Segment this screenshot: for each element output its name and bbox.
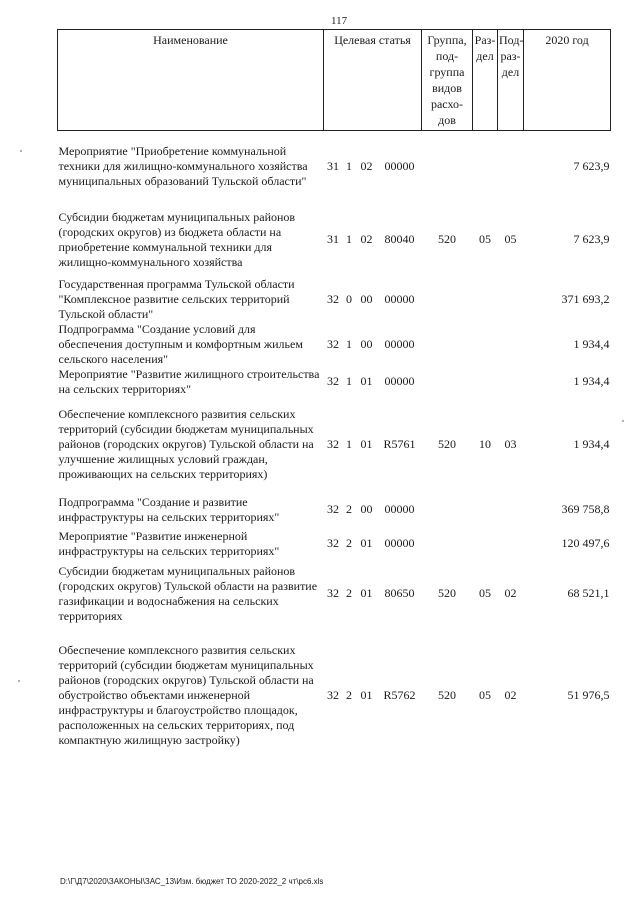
table-row [58,627,611,765]
target-code-measure: 01 [360,688,373,702]
target-code-direction: 00000 [384,374,415,388]
section-code [473,527,498,561]
table-row [58,561,611,627]
target-code-subprogram: 1 [346,159,352,174]
table-row [58,397,611,493]
target-code-program: 31 [327,232,339,246]
row-name: Мероприятие "Развитие инженерной инфраструктуры на сельских территориях" [58,528,280,558]
subsection-code: 02 [504,586,517,600]
row-name: Обеспечение комплексного развития сельских территорий (субсидии бюджетам муниципальных районов (городских округов) Тульской области на обустройство объектами инженерной инфраструктуры и благоустройство площадок, расположенных на сельских территориях, под компактную жилищную застройку) [58,643,314,747]
amount-2020: 120 497,6 [561,536,610,550]
row-name: Государственная программа Тульской области "Комплексное развитие сельских территорий Тульской области" [58,276,295,321]
amount-2020: 7 623,9 [573,232,610,246]
target-code-direction: 00000 [384,336,415,351]
table-header-row [58,30,611,131]
target-code-measure: 01 [360,437,373,451]
subsection-code: 02 [504,688,517,702]
target-code-program: 32 [327,586,339,600]
target-code-measure: 00 [360,502,373,516]
target-code-subprogram: 2 [346,688,352,702]
subsection-code [498,322,524,367]
table-row [58,493,611,527]
expense-group [422,367,473,397]
section-code [473,367,498,397]
header-target: Целевая статья [324,30,422,131]
table-row [58,322,611,367]
target-code-subprogram: 1 [346,437,352,451]
target-code-program: 32 [327,336,339,351]
expense-group [422,131,473,203]
subsection-code [498,277,524,322]
target-code-program: 32 [327,291,339,306]
target-code-subprogram: 1 [346,374,352,388]
row-name: Субсидии бюджетам муниципальных районов (городских округов) Тульской области на развитие газификации и водоснабжения на сельских территориях [58,563,318,623]
header-name: Наименование [58,30,324,131]
target-code-direction: 00000 [384,159,415,174]
table-row [58,131,611,203]
scan-speck [622,420,624,422]
expense-group: 520 [438,586,457,600]
table-row [58,203,611,277]
target-code-direction: 00000 [384,291,415,306]
target-code-direction: 80650 [384,586,415,600]
table-row [58,527,611,561]
subsection-code [498,367,524,397]
target-code-measure: 01 [360,536,373,550]
scan-speck [18,680,20,682]
amount-2020: 7 623,9 [573,159,610,174]
target-code-direction: 80040 [384,232,415,246]
subsection-code [498,131,524,203]
target-code-measure: 01 [360,586,373,600]
target-code-measure: 00 [360,336,373,351]
target-code-measure: 01 [360,374,373,388]
target-code-program: 32 [327,437,339,451]
amount-2020: 369 758,8 [561,502,610,516]
file-path-footer: D:\Г\Д7\2020\ЗАКОНЫ\ЗАС_13\Изм. бюджет ТО 2020-2022_2 чт\рс6.xls [60,877,324,886]
amount-2020: 371 693,2 [561,291,610,306]
section-code: 05 [479,688,492,702]
row-name: Подпрограмма "Создание и развитие инфраструктуры на сельских территориях" [58,494,280,524]
target-code-program: 32 [327,688,339,702]
expense-group [422,277,473,322]
target-code-measure: 02 [360,159,373,174]
header-group: Группа, под-группа видов расхо-дов [422,30,473,131]
row-name: Мероприятие "Приобретение коммунальной техники для жилищно-коммунального хозяйства муниципальных образований Тульской области" [58,144,308,189]
target-code-measure: 02 [360,232,373,246]
target-code-direction: R5762 [383,688,416,702]
target-code-direction: 00000 [384,502,415,516]
expense-group: 520 [438,437,457,451]
section-code [473,493,498,527]
scan-speck [20,150,22,152]
target-code-direction: R5761 [383,437,416,451]
row-name: Мероприятие "Развитие жилищного строительства на сельских территориях" [58,366,320,396]
target-code-program: 32 [327,374,339,388]
expense-group: 520 [438,688,457,702]
amount-2020: 1 934,4 [573,374,610,388]
page-number: 117 [331,15,348,27]
amount-2020: 1 934,4 [573,336,610,351]
expense-group: 520 [438,232,457,246]
target-code-subprogram: 0 [346,291,352,306]
target-code-subprogram: 2 [346,502,352,516]
subsection-code [498,527,524,561]
target-code-program: 32 [327,502,339,516]
expense-group [422,322,473,367]
header-subsection: Под-раз-дел [498,30,524,131]
section-code [473,131,498,203]
target-code-measure: 00 [360,291,373,306]
row-name: Субсидии бюджетам муниципальных районов (городских округов) из бюджета области на приобретение коммунальной техники для жилищно-коммунального хозяйства [58,209,296,269]
expense-group [422,527,473,561]
row-name: Обеспечение комплексного развития сельских территорий (субсидии бюджетам муниципальных районов (городских округов) Тульской области на улучшение жилищных условий граждан, проживающих на сельских территориях) [58,407,314,481]
target-code-subprogram: 2 [346,536,352,550]
target-code-direction: 00000 [384,536,415,550]
amount-2020: 51 976,5 [567,688,610,702]
expense-group [422,493,473,527]
amount-2020: 68 521,1 [567,586,610,600]
subsection-code: 03 [504,437,517,451]
header-section: Раз-дел [473,30,498,131]
target-code-subprogram: 1 [346,232,352,246]
section-code: 05 [479,586,492,600]
row-name: Подпрограмма "Создание условий для обеспечения доступным и комфортным жильем сельского населения" [58,321,303,366]
target-code-subprogram: 1 [346,336,352,351]
subsection-code [498,493,524,527]
section-code: 05 [479,232,492,246]
target-code-program: 32 [327,536,339,550]
table-row [58,277,611,322]
table-row [58,367,611,397]
header-year: 2020 год [524,30,611,131]
section-code [473,277,498,322]
amount-2020: 1 934,4 [573,437,610,451]
section-code [473,322,498,367]
target-code-program: 31 [327,159,339,174]
target-code-subprogram: 2 [346,586,352,600]
subsection-code: 05 [504,232,517,246]
section-code: 10 [479,437,492,451]
budget-table [57,29,611,765]
